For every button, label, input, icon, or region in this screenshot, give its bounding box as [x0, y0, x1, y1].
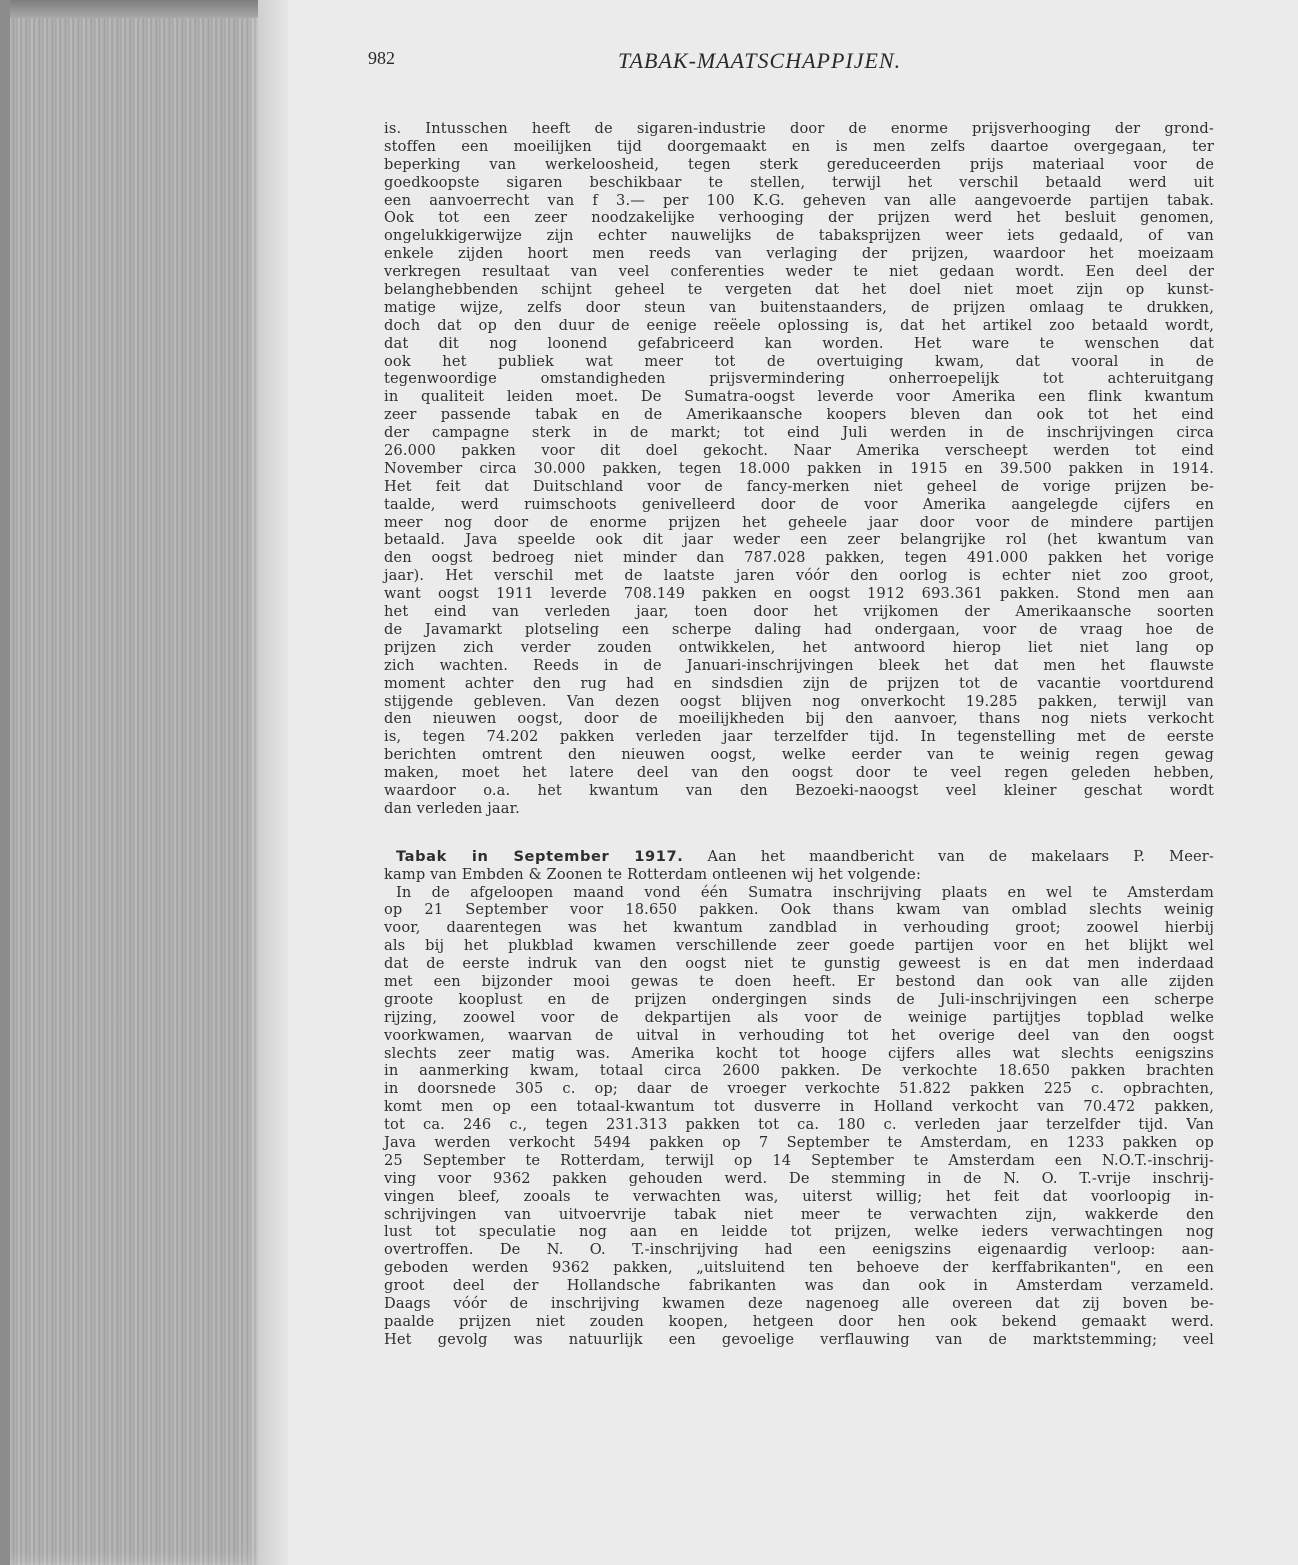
- text-line: want oogst 1911 leverde 708.149 pakken en oogst 1912 693.361 pakken. Stond men aan: [384, 585, 1214, 603]
- text-line: in aanmerking kwam, totaal circa 2600 pakken. De verkochte 18.650 pakken brachten: [384, 1062, 1214, 1080]
- text-line: stoffen een moeilijken tijd doorgemaakt en is men zelfs daartoe overgegaan, ter: [384, 137, 1214, 155]
- text-line: groote kooplust en de prijzen ondergingen sinds de Juli-inschrijvingen een scherpe: [384, 990, 1214, 1008]
- page-header: [368, 44, 1218, 80]
- paragraph-tabak-markt: [384, 120, 1214, 818]
- text-line: lust tot speculatie nog aan en leidde tot prijzen, welke ieders verwachtingen nog: [384, 1223, 1214, 1241]
- body-text: [384, 120, 1214, 1349]
- text-line: berichten omtrent den nieuwen oogst, welke eerder van te weinig regen gewag: [384, 746, 1214, 764]
- text-line: Het feit dat Duitschland voor de fancy-merken niet geheel de vorige prijzen be-: [384, 477, 1214, 495]
- text-line: ongelukkigerwijze zijn echter nauwelijks de tabaksprijzen weer iets gedaald, of van: [384, 227, 1214, 245]
- page-number: 982: [368, 48, 395, 68]
- text-line: betaald. Java speelde ook dit jaar weder een zeer belangrijke rol (het kwantum van: [384, 531, 1214, 549]
- text-line: schrijvingen van uitvoervrije tabak niet meer te verwachten zijn, wakkerde den: [384, 1205, 1214, 1223]
- section-heading: Tabak in September 1917.: [396, 847, 684, 865]
- text-line: slechts zeer matig was. Amerika kocht tot hooge cijfers alles wat slechts eenigszins: [384, 1044, 1214, 1062]
- text-line: taalde, werd ruimschoots genivelleerd door de voor Amerika aangelegde cijfers en: [384, 495, 1214, 513]
- text-line: zeer passende tabak en de Amerikaansche koopers bleven dan ook tot het eind: [384, 406, 1214, 424]
- text-line: zich wachten. Reeds in de Januari-inschrijvingen bleek het dat men het flauwste: [384, 656, 1214, 674]
- text-line: is, tegen 74.202 pakken verleden jaar terzelfder tijd. In tegenstelling met de eerste: [384, 728, 1214, 746]
- text-line: overtroffen. De N. O. T.-inschrijving had een eenigszins eigenaardig verloop: aan-: [384, 1241, 1214, 1259]
- text-line: paalde prijzen niet zouden koopen, hetgeen door hen ook bekend gemaakt werd.: [384, 1312, 1214, 1330]
- section-tabak-september-1917: [384, 848, 1214, 1349]
- text-line: moment achter den rug had en sindsdien zijn de prijzen tot de vacantie voortdurend: [384, 674, 1214, 692]
- text-line: de Javamarkt plotseling een scherpe daling had ondergaan, voor de vraag hoe de: [384, 620, 1214, 638]
- section-gap: [384, 818, 1214, 848]
- section-paragraph: [384, 884, 1214, 1349]
- text-line: prijzen zich verder zouden ontwikkelen, het antwoord hierop liet niet lang op: [384, 638, 1214, 656]
- text-line: rijzing, zoowel voor de dekpartijen als voor de weinige partijtjes topblad welke: [384, 1008, 1214, 1026]
- text-line: Het gevolg was natuurlijk een gevoelige verflauwing van de marktstemming; veel: [384, 1330, 1214, 1348]
- text-line: belanghebbenden schijnt geheel te vergeten dat het doel niet moet zijn op kunst-: [384, 281, 1214, 299]
- text-line: tegenwoordige omstandigheden prijsvermindering onherroepelijk tot achteruitgang: [384, 370, 1214, 388]
- book-gutter: [258, 0, 288, 1565]
- text-line: een aanvoerrecht van f 3.— per 100 K.G. geheven van alle aangevoerde partijen tabak.: [384, 191, 1214, 209]
- text-line: Ook tot een zeer noodzakelijke verhooging der prijzen werd het besluit genomen,: [384, 209, 1214, 227]
- text-line: als bij het plukblad kwamen verschillende zeer goede partijen voor en het blijkt wel: [384, 937, 1214, 955]
- text-line: waardoor o.a. het kwantum van den Bezoeki-naoogst veel kleiner geschat wordt: [384, 781, 1214, 799]
- text-line: der campagne sterk in de markt; tot eind Juli werden in de inschrijvingen circa: [384, 424, 1214, 442]
- running-title: TABAK-MAATSCHAPPIJEN.: [618, 48, 902, 73]
- text-line: enkele zijden hoort men reeds van verlaging der prijzen, waardoor het moeizaam: [384, 245, 1214, 263]
- text-line: 26.000 pakken voor dit doel gekocht. Naar Amerika verscheept werden tot eind: [384, 442, 1214, 460]
- text-line: dat de eerste indruk van den oogst niet te gunstig geweest is en dat men inderdaad: [384, 955, 1214, 973]
- text-line: den nieuwen oogst, door de moeilijkheden bij den aanvoer, thans nog niets verkocht: [384, 710, 1214, 728]
- text-line: met een bijzonder mooi gewas te doen heeft. Er bestond dan ook van alle zijden: [384, 972, 1214, 990]
- text-line: Daags vóór de inschrijving kwamen deze nagenoeg alle overeen dat zij boven be-: [384, 1295, 1214, 1312]
- text-line: voorkwamen, waarvan de uitval in verhouding tot het overige deel van den oogst: [384, 1026, 1214, 1044]
- text-line: matige wijze, zelfs door steun van buitenstaanders, de prijzen omlaag te drukken,: [384, 298, 1214, 316]
- text-line: in doorsnede 305 c. op; daar de vroeger verkochte 51.822 pakken 225 c. opbrachten,: [384, 1080, 1214, 1098]
- text-line: het eind van verleden jaar, toen door het vrijkomen der Amerikaansche soorten: [384, 603, 1214, 621]
- text-line: 25 September te Rotterdam, terwijl op 14 September te Amsterdam een N.O.T.-inschrij-: [384, 1151, 1214, 1169]
- text-line: groot deel der Hollandsche fabrikanten was dan ook in Amsterdam verzameld.: [384, 1277, 1214, 1295]
- text-line: in qualiteit leiden moet. De Sumatra-oogst leverde voor Amerika een flink kwantum: [384, 388, 1214, 406]
- text-line: verkregen resultaat van veel conferenties weder te niet gedaan wordt. Een deel der: [384, 263, 1214, 281]
- text-line: op 21 September voor 18.650 pakken. Ook thans kwam van omblad slechts weinig: [384, 901, 1214, 919]
- text-line: ving voor 9362 pakken gehouden werd. De stemming in de N. O. T.-vrije inschrij-: [384, 1169, 1214, 1187]
- text-line: maken, moet het latere deel van den oogst door te veel regen geleden hebben,: [384, 764, 1214, 782]
- text-line: ook het publiek wat meer tot de overtuiging kwam, dat vooral in de: [384, 352, 1214, 370]
- section-intro-line: [384, 848, 1214, 866]
- text-line: jaar). Het verschil met de laatste jaren vóór den oorlog is echter niet zoo groot,: [384, 567, 1214, 585]
- text-line: dat dit nog loonend gefabriceerd kan worden. Het ware te wenschen dat: [384, 334, 1214, 352]
- text-line: geboden werden 9362 pakken, „uitsluitend ten behoeve der kerffabrikanten", en een: [384, 1259, 1214, 1277]
- text-line: vingen bleef, zooals te verwachten was, uiterst willig; het feit dat voorloopig in-: [384, 1187, 1214, 1205]
- section-intro-line: kamp van Embden & Zoonen te Rotterdam ontleenen wij het volgende:: [384, 865, 922, 883]
- text-line: den oogst bedroeg niet minder dan 787.028 pakken, tegen 491.000 pakken het vorige: [384, 549, 1214, 567]
- text-line: goedkoopste sigaren beschikbaar te stellen, terwijl het verschil betaald werd uit: [384, 173, 1214, 191]
- text-line: beperking van werkeloosheid, tegen sterk gereduceerden prijs materiaal voor de: [384, 155, 1214, 173]
- book-page-edges: [0, 0, 268, 1565]
- text-line: Java werden verkocht 5494 pakken op 7 September te Amsterdam, en 1233 pakken op: [384, 1133, 1214, 1151]
- text-line: In de afgeloopen maand vond één Sumatra inschrijving plaats en wel te Amsterdam: [396, 883, 1214, 901]
- text-line: komt men op een totaal-kwantum tot dusverre in Holland verkocht van 70.472 pakken,: [384, 1098, 1214, 1116]
- text-line: meer nog door de enorme prijzen het geheele jaar door voor de mindere partijen: [384, 513, 1214, 531]
- text-line: is. Intusschen heeft de sigaren-industrie door de enorme prijsverhooging der grond-: [384, 120, 1214, 137]
- text-line: November circa 30.000 pakken, tegen 18.000 pakken in 1915 en 39.500 pakken in 1914.: [384, 459, 1214, 477]
- text-line: doch dat op den duur de eenige reëele oplossing is, dat het artikel zoo betaald wordt,: [384, 316, 1214, 334]
- text-line: tot ca. 246 c., tegen 231.313 pakken tot ca. 180 c. verleden jaar terzelfder tijd. Van: [384, 1116, 1214, 1134]
- text-line: stijgende gebleven. Van dezen oogst blijven nog onverkocht 19.285 pakken, terwijl van: [384, 692, 1214, 710]
- text-line: dan verleden jaar.: [384, 799, 520, 817]
- text-line: voor, daarentegen was het kwantum zandblad in verhouding groot; zoowel hierbij: [384, 919, 1214, 937]
- section-intro-text: Aan het maandbericht van de makelaars P. Meer-: [707, 847, 1215, 865]
